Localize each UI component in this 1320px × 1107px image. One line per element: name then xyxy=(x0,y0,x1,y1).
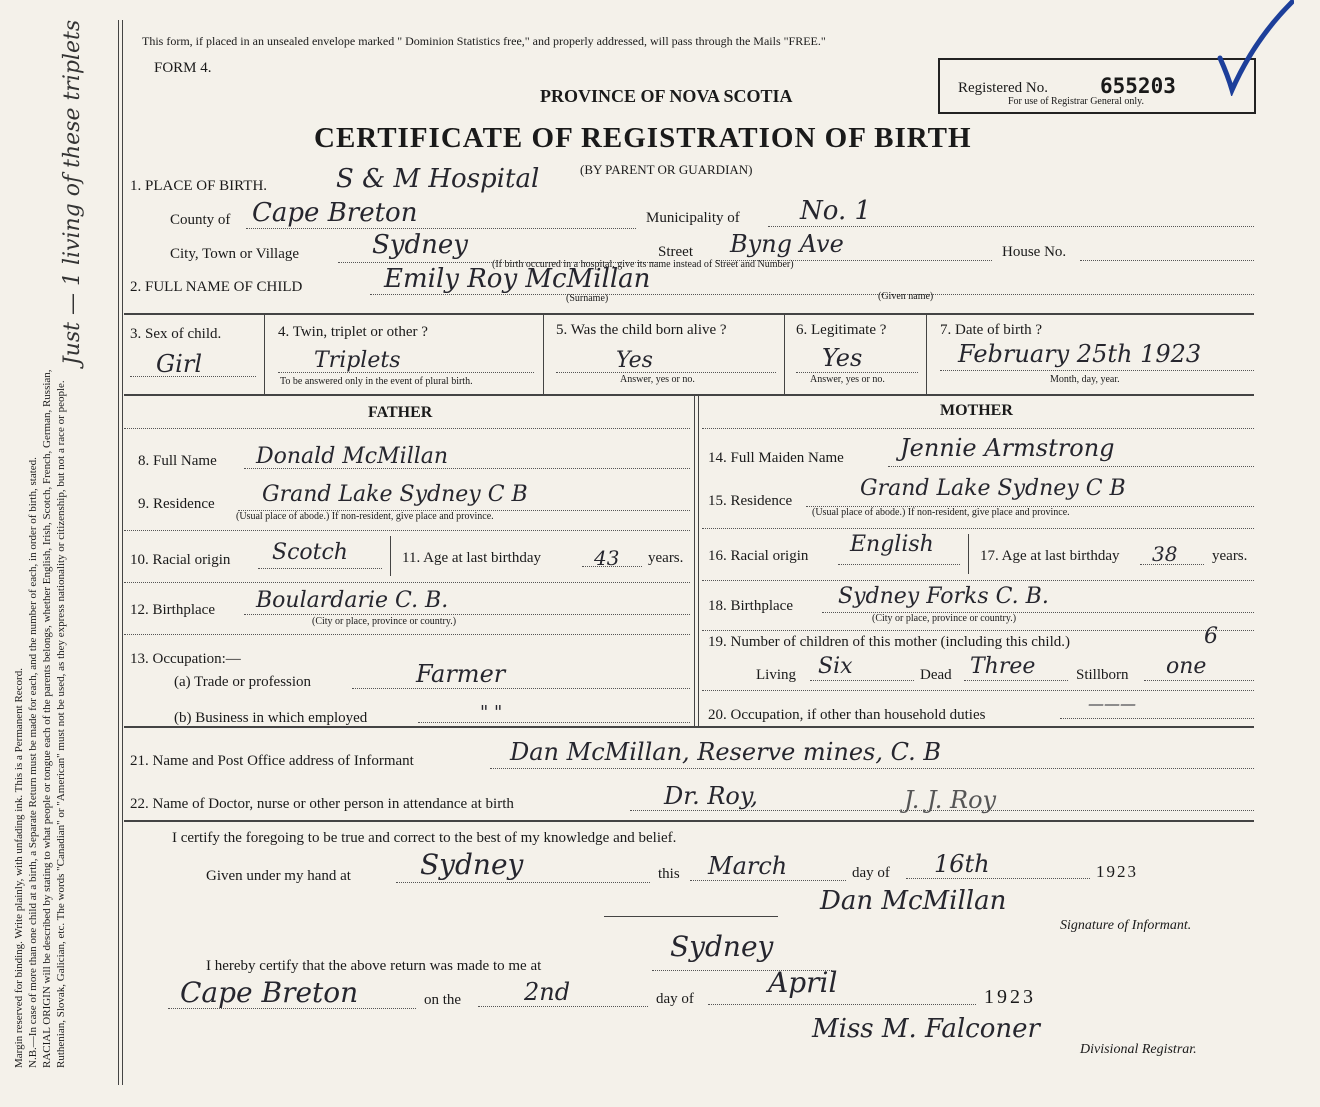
street-value: Byng Ave xyxy=(730,230,844,258)
informant-value: Dan McMillan, Reserve mines, C. B xyxy=(510,738,942,766)
year-value: 1923 xyxy=(1096,862,1138,881)
informant-signature-caption: Signature of Informant. xyxy=(1060,918,1192,933)
certify-statement: I certify the foregoing to be true and correct to the best of my knowledge and belief. xyxy=(172,830,677,846)
father-racial-value: Scotch xyxy=(272,540,348,565)
margin-rule xyxy=(118,20,119,1085)
form-number: FORM 4. xyxy=(154,60,212,76)
county-label: County of xyxy=(170,212,231,228)
legitimate-value: Yes xyxy=(822,344,863,372)
father-residence-value: Grand Lake Sydney C B xyxy=(262,482,528,507)
given-place-value: Sydney xyxy=(420,848,524,881)
father-years-label: years. xyxy=(648,550,684,566)
this-label: this xyxy=(658,866,680,882)
registrar-signature: Miss M. Falconer xyxy=(812,1014,1040,1044)
alive-label: 5. Was the child born alive ? xyxy=(556,322,727,338)
alive-note: Answer, yes or no. xyxy=(620,374,695,385)
day-value: 16th xyxy=(934,850,990,878)
dob-label: 7. Date of birth ? xyxy=(940,322,1043,338)
twin-note: To be answered only in the event of plural birth. xyxy=(280,376,473,387)
registered-number: 655203 xyxy=(1100,74,1176,98)
municipality-label: Municipality of xyxy=(646,210,740,226)
child-name-label: 2. FULL NAME OF CHILD xyxy=(130,279,303,295)
county-value: Cape Breton xyxy=(252,198,418,228)
mother-residence-value: Grand Lake Sydney C B xyxy=(860,476,1126,501)
hereby-label: I hereby certify that the above return was made to me at xyxy=(206,958,542,974)
father-business-label: (b) Business in which employed xyxy=(174,710,368,726)
stillborn-value: one xyxy=(1166,654,1207,679)
father-age-label: 11. Age at last birthday xyxy=(402,550,541,566)
checkmark-icon xyxy=(1214,0,1294,101)
mother-residence-note: (Usual place of abode.) If non-resident, give place and province. xyxy=(812,507,1070,518)
province-heading: PROVINCE OF NOVA SCOTIA xyxy=(540,86,793,106)
surname-note: (Surname) xyxy=(566,293,609,304)
given-under-label: Given under my hand at xyxy=(206,868,351,884)
living-label: Living xyxy=(756,667,796,683)
legitimate-note: Answer, yes or no. xyxy=(810,374,885,385)
sex-label: 3. Sex of child. xyxy=(130,326,222,342)
margin-rule-inner xyxy=(122,20,123,1085)
given-name-note: (Given name) xyxy=(878,291,934,302)
municipality-value: No. 1 xyxy=(800,196,872,226)
certificate-title: CERTIFICATE OF REGISTRATION OF BIRTH xyxy=(314,122,972,154)
twin-value: Triplets xyxy=(314,348,401,373)
mother-birthplace-note: (City or place, province or country.) xyxy=(872,613,1017,624)
mother-age-value: 38 xyxy=(1152,542,1178,566)
margin-note-4: Ruthenian, Slovak, Galician, etc. The words "Canadian" or "American" must not be used, as they express nationality or citizenship, but not a race or people. xyxy=(55,380,67,1068)
father-trade-value: Farmer xyxy=(416,660,506,688)
house-label: House No. xyxy=(1002,244,1067,260)
legitimate-label: 6. Legitimate ? xyxy=(796,322,887,338)
mother-children-value: 6 xyxy=(1204,624,1218,649)
registered-box xyxy=(938,58,1256,114)
doctor-label: 22. Name of Doctor, nurse or other person in attendance at birth xyxy=(130,796,514,812)
registrar-caption: Divisional Registrar. xyxy=(1080,1042,1197,1057)
on-the-value: 2nd xyxy=(524,978,571,1006)
mother-birthplace-label: 18. Birthplace xyxy=(708,598,793,614)
registrar-note: For use of Registrar General only. xyxy=(1008,96,1144,107)
hospital-note: (If birth occurred in a hospital, give its name instead of Street and Number) xyxy=(492,259,794,270)
father-age-value: 43 xyxy=(594,546,620,570)
month2-value: April xyxy=(768,966,838,999)
mother-residence-label: 15. Residence xyxy=(708,493,793,509)
father-business-value: " " xyxy=(480,702,503,723)
dead-label: Dead xyxy=(920,667,952,683)
child-name-value: Emily Roy McMillan xyxy=(384,264,651,294)
mother-occupation-label: 20. Occupation, if other than household duties xyxy=(708,707,986,723)
stillborn-label: Stillborn xyxy=(1076,667,1129,683)
doctor-value: Dr. Roy, xyxy=(664,782,758,810)
alive-value: Yes xyxy=(616,348,653,373)
twin-label: 4. Twin, triplet or other ? xyxy=(278,324,428,340)
registered-label: Registered No. xyxy=(958,80,1048,96)
father-residence-note: (Usual place of abode.) If non-resident, give place and province. xyxy=(236,511,494,522)
dob-value: February 25th 1923 xyxy=(958,340,1202,368)
mother-occupation-value: ——— xyxy=(1088,694,1136,713)
mother-name-label: 14. Full Maiden Name xyxy=(708,450,844,466)
informant-signature: Dan McMillan xyxy=(820,886,1007,916)
binding-margin xyxy=(0,0,124,1107)
father-birthplace-value: Boulardarie C. B. xyxy=(256,588,449,613)
father-name-label: 8. Full Name xyxy=(138,453,217,469)
father-birthplace-note: (City or place, province or country.) xyxy=(312,616,457,627)
postal-note: This form, if placed in an unsealed envelope marked " Dominion Statistics free," and properly addressed, will pass through the Mails "FREE." xyxy=(142,34,826,48)
father-residence-label: 9. Residence xyxy=(138,496,215,512)
year2-value: 1923 xyxy=(984,986,1036,1008)
father-occupation-label: 13. Occupation:— xyxy=(130,651,241,667)
living-value: Six xyxy=(818,654,853,679)
father-heading: FATHER xyxy=(368,404,433,421)
doctor-signature: J. J. Roy xyxy=(904,786,997,814)
city-value: Sydney xyxy=(372,230,468,260)
day-of-label: day of xyxy=(852,865,890,881)
street-label: Street xyxy=(658,244,693,260)
mother-heading: MOTHER xyxy=(940,402,1013,419)
father-birthplace-label: 12. Birthplace xyxy=(130,602,215,618)
margin-handwritten-note: Just — 1 living of these triplets xyxy=(60,19,86,366)
on-the-label: on the xyxy=(424,992,462,1008)
father-name-value: Donald McMillan xyxy=(256,444,449,469)
mother-years-label: years. xyxy=(1212,548,1248,564)
place-of-birth-value: S & M Hospital xyxy=(336,164,540,194)
informant-label: 21. Name and Post Office address of Informant xyxy=(130,753,414,769)
dob-note: Month, day, year. xyxy=(1050,374,1120,385)
registrar-county-value: Cape Breton xyxy=(180,976,359,1009)
mother-name-value: Jennie Armstrong xyxy=(900,434,1115,462)
sex-value: Girl xyxy=(156,350,202,378)
place-of-birth-label: 1. PLACE OF BIRTH. xyxy=(130,178,268,194)
mother-children-label: 19. Number of children of this mother (including this child.) xyxy=(708,634,1071,650)
certificate-subtitle: (BY PARENT OR GUARDIAN) xyxy=(580,162,753,177)
father-trade-label: (a) Trade or profession xyxy=(174,674,312,690)
city-label: City, Town or Village xyxy=(170,246,300,262)
mother-racial-value: English xyxy=(850,532,934,557)
father-racial-label: 10. Racial origin xyxy=(130,552,231,568)
dead-value: Three xyxy=(970,654,1036,679)
mother-racial-label: 16. Racial origin xyxy=(708,548,809,564)
margin-note-1: Margin reserved for binding. Write plainly, with unfading ink. This is a Permanent Record. xyxy=(13,668,25,1068)
mother-birthplace-value: Sydney Forks C. B. xyxy=(838,584,1049,609)
margin-note-3: RACIAL ORIGIN will be described by stating to what people or tongue each of the parents belongs, whether English, Irish, Scotch, French, German, Russian, xyxy=(41,369,53,1068)
this-value: March xyxy=(708,852,788,880)
mother-age-label: 17. Age at last birthday xyxy=(980,548,1120,564)
hereby-place-value: Sydney xyxy=(670,930,774,963)
margin-note-2: N.B.—In case of more than one child at a birth, a Separate Return must be made for each, and the number of each, in order of birth, stated. xyxy=(27,457,39,1068)
day-of2-label: day of xyxy=(656,991,694,1007)
